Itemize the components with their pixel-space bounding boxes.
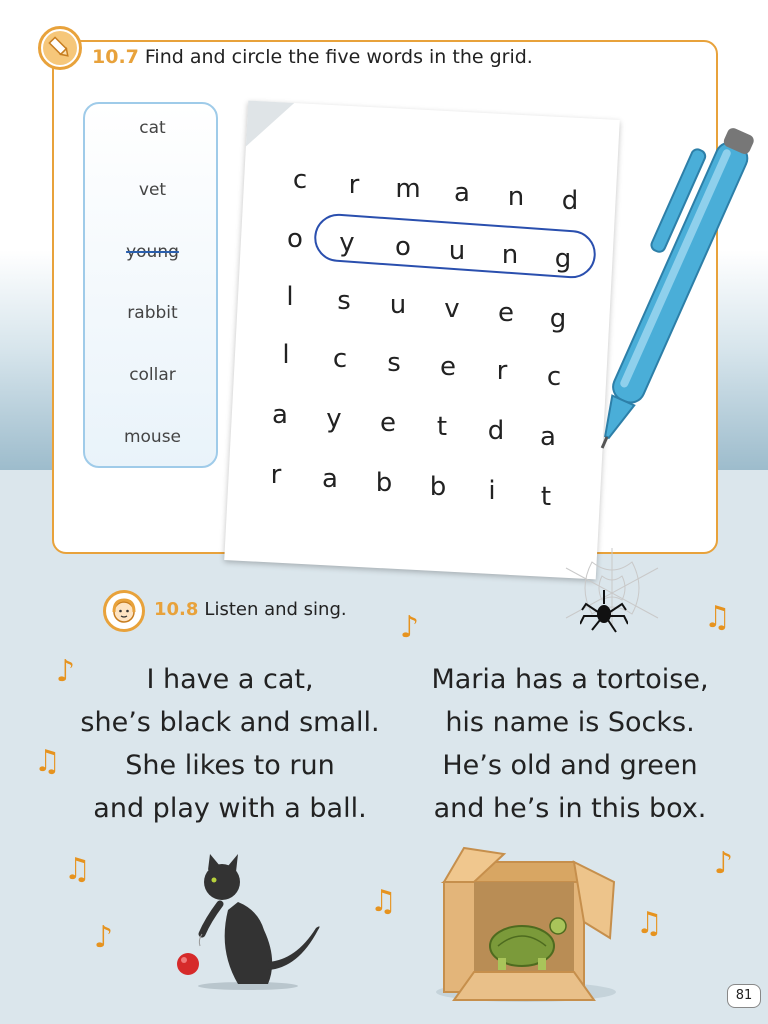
grid-letter[interactable]: r xyxy=(348,170,360,200)
grid-letter[interactable]: a xyxy=(322,464,338,494)
grid-letter[interactable]: e xyxy=(498,298,514,328)
grid-letter[interactable]: a xyxy=(272,400,288,430)
grid-letter[interactable]: u xyxy=(389,290,407,320)
pencil-badge-icon xyxy=(38,26,82,70)
grid-letter[interactable]: l xyxy=(282,340,290,370)
grid-letter[interactable]: n xyxy=(507,182,525,212)
grid-letter[interactable]: u xyxy=(448,236,466,266)
grid-letter[interactable]: d xyxy=(487,416,505,446)
cat-illustration xyxy=(168,850,328,990)
word-item: cat xyxy=(139,118,166,138)
grid-letter[interactable]: t xyxy=(436,412,448,442)
word-item: vet xyxy=(138,180,167,200)
exercise-instruction xyxy=(92,46,533,68)
grid-letter[interactable]: o xyxy=(287,224,303,254)
music-notes-icon: ♫ xyxy=(64,852,91,887)
exercise2-number: 10.8 xyxy=(154,599,199,620)
grid-letter[interactable]: e xyxy=(380,408,396,438)
grid-letter[interactable]: g xyxy=(554,244,572,274)
spider-icon xyxy=(580,590,628,638)
exercise-instruction-text: Find and circle the five words in the grid. xyxy=(144,46,533,68)
grid-letter[interactable]: t xyxy=(540,482,552,512)
page-number: 81 xyxy=(727,984,761,1008)
music-note-icon: ♪ xyxy=(714,846,734,881)
grid-letter[interactable]: s xyxy=(337,286,351,316)
grid-letter[interactable]: b xyxy=(429,472,447,502)
grid-letter[interactable]: a xyxy=(540,422,556,452)
song-line: She likes to run xyxy=(125,750,335,781)
grid-letter[interactable]: y xyxy=(339,228,355,258)
grid-letter[interactable]: d xyxy=(561,186,579,216)
music-notes-icon: ♫ xyxy=(704,600,731,635)
grid-letter[interactable]: o xyxy=(395,232,411,262)
music-notes-icon: ♫ xyxy=(636,906,663,941)
grid-letter[interactable]: l xyxy=(286,282,294,312)
word-search-grid[interactable] xyxy=(240,150,610,530)
grid-letter[interactable]: m xyxy=(395,174,421,204)
grid-letter[interactable]: v xyxy=(444,294,460,324)
grid-letter[interactable]: a xyxy=(454,178,470,208)
exercise2-instruction-text: Listen and sing. xyxy=(204,599,347,620)
word-item: collar xyxy=(129,365,176,385)
song-line: Maria has a tortoise, xyxy=(431,664,709,695)
grid-letter[interactable]: c xyxy=(292,165,308,195)
song-line: and play with a ball. xyxy=(93,793,367,824)
grid-letter[interactable]: y xyxy=(326,404,342,434)
song-verse-tortoise xyxy=(420,658,720,830)
song-verse-cat xyxy=(80,658,380,830)
song-line: she’s black and small. xyxy=(80,707,380,738)
grid-letter[interactable]: n xyxy=(501,240,519,270)
music-note-icon: ♪ xyxy=(400,610,420,645)
exercise2-instruction xyxy=(154,599,347,620)
word-list xyxy=(83,102,218,468)
grid-letter[interactable]: r xyxy=(270,460,282,490)
grid-letter[interactable]: b xyxy=(375,468,393,498)
grid-letter[interactable]: s xyxy=(387,348,401,378)
word-item: rabbit xyxy=(127,303,178,323)
song-line: his name is Socks. xyxy=(445,707,695,738)
paper-folded-corner xyxy=(246,101,294,149)
listening-badge-icon xyxy=(103,590,145,632)
song-line: I have a cat, xyxy=(146,664,314,695)
grid-letter[interactable]: g xyxy=(549,304,567,334)
exercise-number: 10.7 xyxy=(92,46,139,68)
word-item-crossed: young xyxy=(126,242,179,262)
grid-letter[interactable]: c xyxy=(546,362,562,392)
music-note-icon: ♪ xyxy=(94,920,114,955)
music-note-icon: ♪ xyxy=(56,654,76,689)
music-notes-icon: ♫ xyxy=(370,884,397,919)
word-item: mouse xyxy=(123,427,182,447)
song-line: He’s old and green xyxy=(442,750,698,781)
music-notes-icon: ♫ xyxy=(34,744,61,779)
grid-letter[interactable]: c xyxy=(332,344,348,374)
song-line: and he’s in this box. xyxy=(433,793,707,824)
grid-letter[interactable]: e xyxy=(440,352,456,382)
grid-letter[interactable]: r xyxy=(496,356,508,386)
tortoise-in-box-illustration xyxy=(434,842,618,1004)
grid-letter[interactable]: i xyxy=(488,476,496,506)
